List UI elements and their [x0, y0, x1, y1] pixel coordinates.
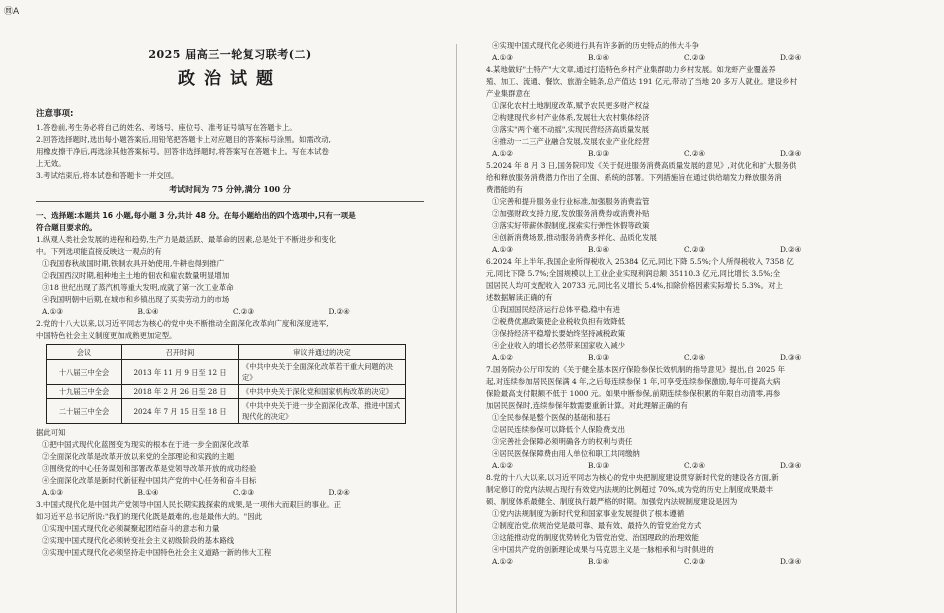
- question-6-option: ①我国国民经济运行总体平稳,稳中有进: [492, 305, 620, 314]
- question-7-option: ④居民医保保障费由用人单位和职工共同缴纳: [492, 449, 640, 458]
- question-5-answers: [492, 244, 876, 256]
- table-cell: 二十届三中全会: [47, 399, 122, 424]
- question-8-option: ②制度治党,依规治党是最可靠、最有效、最持久的管党治党方式: [492, 521, 702, 530]
- question-1-answers: [42, 306, 424, 318]
- question-6-option: ②税费优惠政策使企业税收负担有效降低: [492, 317, 626, 326]
- question-3-option: ②实现中国式现代化必须转变社会主义初级阶段的基本路线: [42, 536, 235, 545]
- question-1-option: ①我国春秋战国时期,铁制农具开始使用,牛耕也得到推广: [42, 259, 225, 268]
- table-cell: 《中共中央关于进一步全面深化改革、推进中国式现代化的决定》: [239, 399, 406, 424]
- section-heading: 一、选择题:本题共 16 小题,每小题 3 分,共计 48 分。在每小题给出的四个选项中,只有一项是: [36, 211, 356, 220]
- exam-time-line: 考试时间为 75 分钟,满分 100 分: [169, 184, 291, 194]
- question-3-stem: 如习近平总书记所说:"我们的现代化既是最难的,也是最伟大的。"因此: [36, 512, 262, 521]
- answer-choice: D.②④: [328, 307, 350, 316]
- question-2-option: ③围绕党的中心任务谋划和部署改革是党领导改革开放的成功经验: [42, 464, 257, 473]
- answer-choice: D.③④: [780, 461, 802, 470]
- table-row: [47, 399, 406, 424]
- answer-choice: C.②③: [233, 488, 254, 497]
- answer-choice: C.②④: [684, 149, 705, 158]
- question-5-option: ①完善和提升服务业行业标准,加强服务消费监管: [492, 197, 650, 206]
- answer-choice: A.①②: [492, 461, 513, 470]
- column-divider: [456, 44, 457, 613]
- answer-choice: B.①④: [588, 245, 610, 254]
- question-1-option: ③18 世纪出现了蒸汽机等重大发明,成就了第一次工业革命: [42, 283, 234, 292]
- answer-choice: C.②③: [684, 245, 705, 254]
- question-8-answers: [492, 556, 876, 568]
- table-cell: 《中共中央关于全面深化改革若干重大问题的决定》: [239, 360, 406, 385]
- section-rule: [36, 201, 424, 202]
- question-7-stem: 加居民医保时,连续参保年数需要重新计算。对此理解正确的有: [486, 401, 688, 410]
- question-6-stem: 6.2024 年上半年,我国企业所得税收入 25384 亿元,同比下降 5.5%;个人所得税收入 7358 亿: [486, 257, 794, 266]
- answer-choice: C.②④: [684, 353, 705, 362]
- question-3-stem: 3.中国式现代化是中国共产党领导中国人民长期实践探索的成果,是一项伟大而艰巨的事业。正: [36, 500, 342, 509]
- answer-choice: D.②④: [780, 53, 802, 62]
- answer-choice: C.②④: [684, 461, 705, 470]
- question-1-option: ②我国西汉时期,租种地主土地的佃农和雇农数量明显增加: [42, 271, 230, 280]
- question-5-option: ③落实好带薪休假制度,探索实行弹性休假等政策: [492, 221, 650, 230]
- table-header: 审议并通过的决定: [239, 345, 406, 360]
- plenary-sessions-table: [46, 344, 406, 424]
- question-5-option: ④创新消费场景,推动服务消费多样化、品质化发展: [492, 233, 657, 242]
- question-6-option: ④企业收入的增长必然带来国家收入减少: [492, 341, 626, 350]
- question-3-option: ④实现中国式现代化必须进行具有许多新的历史特点的伟大斗争: [492, 41, 699, 50]
- left-column: [36, 40, 424, 559]
- question-4-option: ①深化农村土地制度改革,赋予农民更多财产权益: [492, 101, 650, 110]
- notice-heading: 注意事项:: [36, 109, 74, 119]
- notice-line: 2.回答选择题时,选出每小题答案后,用铅笔把答题卡上对应题目的答案标号涂黑。如需改动,: [36, 135, 331, 144]
- answer-choice: B.①④: [588, 53, 610, 62]
- question-6-stem: 元,同比下降 5.7%;全国规模以上工业企业实现利润总额 35110.3 亿元,同比增长 3.5%;全: [486, 269, 781, 278]
- question-8-option: ①党内法规制度为新时代党和国家事业发展提供了根本遵循: [492, 509, 685, 518]
- question-4-option: ③落实"两个毫不动摇",实现民营经济高质量发展: [492, 125, 649, 134]
- notice-line: 3.考试结束后,将本试卷和答题卡一并交回。: [36, 171, 179, 180]
- table-cell: 2018 年 2 月 26 日至 28 日: [122, 385, 239, 399]
- question-2-option: ②全面深化改革是改革开放以来党的全部理论和实践的主题: [42, 452, 235, 461]
- question-7-answers: [492, 460, 876, 472]
- question-6-answers: [492, 352, 876, 364]
- answer-choice: C.②③: [684, 557, 705, 566]
- question-7-stem: 7.国务院办公厅印发的《关于健全基本医疗保险参保长效机制的指导意见》提出,自 2025 年: [486, 365, 785, 374]
- question-3-answers: [492, 52, 876, 64]
- table-cell: 2024 年 7 月 15 日至 18 日: [122, 399, 239, 424]
- question-6-stem: 国居民人均可支配收入 20733 元,同比名义增长 5.4%,扣除价格因素实际增长 5.3%。对上: [486, 281, 783, 290]
- question-4-stem: 产业集群意在: [486, 89, 531, 98]
- question-2-answers: [42, 487, 424, 499]
- question-4-stem: 殖、加工、流通、餐饮、旅游全链条,总产值达 191 亿元,带动了当地 20 多万人就业。建设乡村: [486, 77, 798, 86]
- answer-choice: A.①②: [492, 149, 513, 158]
- question-1-stem: 1.纵观人类社会发展的进程和趋势,生产力是最活跃、最革命的因素,总是处于不断进步和变化: [36, 235, 336, 244]
- notice-line: 上无效。: [36, 159, 66, 168]
- question-7-option: ③完善社会保障必须明确各方的权利与责任: [492, 437, 633, 446]
- question-1-stem: 中。下列选项能直接反映这一观点的有: [36, 247, 162, 256]
- table-header: 会议: [47, 345, 122, 360]
- corner-mark: ㉄A: [4, 7, 20, 17]
- answer-choice: A.①③: [492, 245, 513, 254]
- answer-choice: A.①③: [492, 53, 513, 62]
- question-8-stem: 硕、制度体系最健全、制度执行最严格的时期。加强党内法规制度建设是因为: [486, 497, 738, 506]
- question-8-stem: 制定修订的党内法规占现行有效党内法规的比例超过 70%,成为党的历史上制度成果最丰: [486, 485, 774, 494]
- table-header-row: [47, 345, 406, 360]
- question-3-option: ①实现中国式现代化必须凝聚起团结奋斗的意志和力量: [42, 524, 220, 533]
- question-7-stem: 起,对连续参加居民医保满 4 年,之后每连续参保 1 年,可享受连续参保激励,每年可提高大病: [486, 377, 781, 386]
- table-cell: 十九届三中全会: [47, 385, 122, 399]
- question-7-stem: 保险最高支付限额不低于 1000 元。如果中断参保,前期连续参保积累的年限自动清零,再参: [486, 389, 781, 398]
- table-header: 召开时间: [122, 345, 239, 360]
- question-7-option: ①全民参保是整个医保的基础和基石: [492, 413, 611, 422]
- question-5-option: ②加强财政支持力度,发放服务消费券或消费补贴: [492, 209, 650, 218]
- answer-choice: A.①②: [492, 557, 513, 566]
- question-5-stem: 费潜能的有: [486, 185, 523, 194]
- section-heading: 符合题目要求的。: [36, 223, 97, 232]
- exam-subject: 政治试题: [178, 69, 282, 89]
- question-8-stem: 8.党的十八大以来,以习近平同志为核心的党中央把制度建设贯穿新时代党的建设各方面,新: [486, 473, 779, 482]
- answer-choice: B.①④: [137, 488, 159, 497]
- question-4-option: ②构建现代乡村产业体系,发展壮大农村集体经济: [492, 113, 650, 122]
- question-2-option: ④全面深化改革是新时代新征程中国共产党的中心任务和奋斗目标: [42, 476, 257, 485]
- question-1-option: ④我国明朝中后期,在城市和乡镇出现了买卖劳动力的市场: [42, 295, 230, 304]
- right-column: [486, 40, 876, 568]
- notice-line: 用橡皮擦干净后,再选涂其他答案标号。回答非选择题时,将答案写在答题卡上。写在本试卷: [36, 147, 329, 156]
- answer-choice: C.②③: [684, 53, 705, 62]
- question-5-stem: 5.2024 年 8 月 3 日,国务院印发《关于促进服务消费高质量发展的意见》,对优化和扩大服务供: [486, 161, 797, 170]
- question-2-stem: 2.党的十八大以来,以习近平同志为核心的党中央不断推动全面深化改革向广度和深度进军,: [36, 319, 329, 328]
- answer-choice: A.①③: [42, 307, 63, 316]
- answer-choice: A.①③: [42, 488, 63, 497]
- question-8-option: ③这能推动党的制度优势转化为管党治党、治国理政的治理效能: [492, 533, 699, 542]
- answer-choice: B.①③: [588, 149, 610, 158]
- answer-choice: D.②④: [328, 488, 350, 497]
- answer-choice: B.①④: [137, 307, 159, 316]
- question-4-answers: [492, 148, 876, 160]
- table-cell: 十八届三中全会: [47, 360, 122, 385]
- answer-choice: C.②③: [233, 307, 254, 316]
- answer-choice: B.①③: [588, 461, 610, 470]
- exam-title: 2025 届高三一轮复习联考(二): [148, 48, 312, 61]
- answer-choice: B.①④: [588, 557, 610, 566]
- question-7-option: ②居民连续参保可以降低个人保险费支出: [492, 425, 626, 434]
- answer-choice: B.①③: [588, 353, 610, 362]
- question-2-lead: 据此可知: [36, 428, 66, 437]
- question-2-stem: 中国特色社会主义制度更加成熟更加定型。: [36, 331, 177, 340]
- question-5-stem: 给和释放服务消费潜力作出了全面、系统的部署。下列措施旨在通过供给端发力释放服务消: [486, 173, 782, 182]
- question-3-option: ③实现中国式现代化必须坚持走中国特色社会主义道路一新的伟大工程: [42, 548, 272, 557]
- answer-choice: A.①②: [492, 353, 513, 362]
- question-8-option: ④中国共产党的创新理论成果与马克思主义是一脉相承和与时俱进的: [492, 545, 714, 554]
- question-4-option: ④推动一二三产业融合发展,发展农业产业化经营: [492, 137, 650, 146]
- notice-line: 1.答卷前,考生务必将自己的姓名、考场号、座位号、准考证号填写在答题卡上。: [36, 123, 297, 132]
- table-row: [47, 360, 406, 385]
- answer-choice: D.②④: [780, 245, 802, 254]
- table-cell: 《中共中央关于深化党和国家机构改革的决定》: [239, 385, 406, 399]
- question-2-option: ①把中国式现代化蓝图变为现实的根本在于进一步全面深化改革: [42, 440, 249, 449]
- question-6-option: ③保持经济平稳增长要始终坚持减税政策: [492, 329, 626, 338]
- answer-choice: D.③④: [780, 149, 802, 158]
- table-cell: 2013 年 11 月 9 日至 12 日: [122, 360, 239, 385]
- question-6-stem: 述数据解读正确的有: [486, 293, 553, 302]
- answer-choice: D.③④: [780, 557, 802, 566]
- answer-choice: D.③④: [780, 353, 802, 362]
- table-row: [47, 385, 406, 399]
- question-4-stem: 4.某地做好"土特产"大文章,通过打造特色乡村产业集群助力乡村发展。如龙虾产业覆盖养: [486, 65, 776, 74]
